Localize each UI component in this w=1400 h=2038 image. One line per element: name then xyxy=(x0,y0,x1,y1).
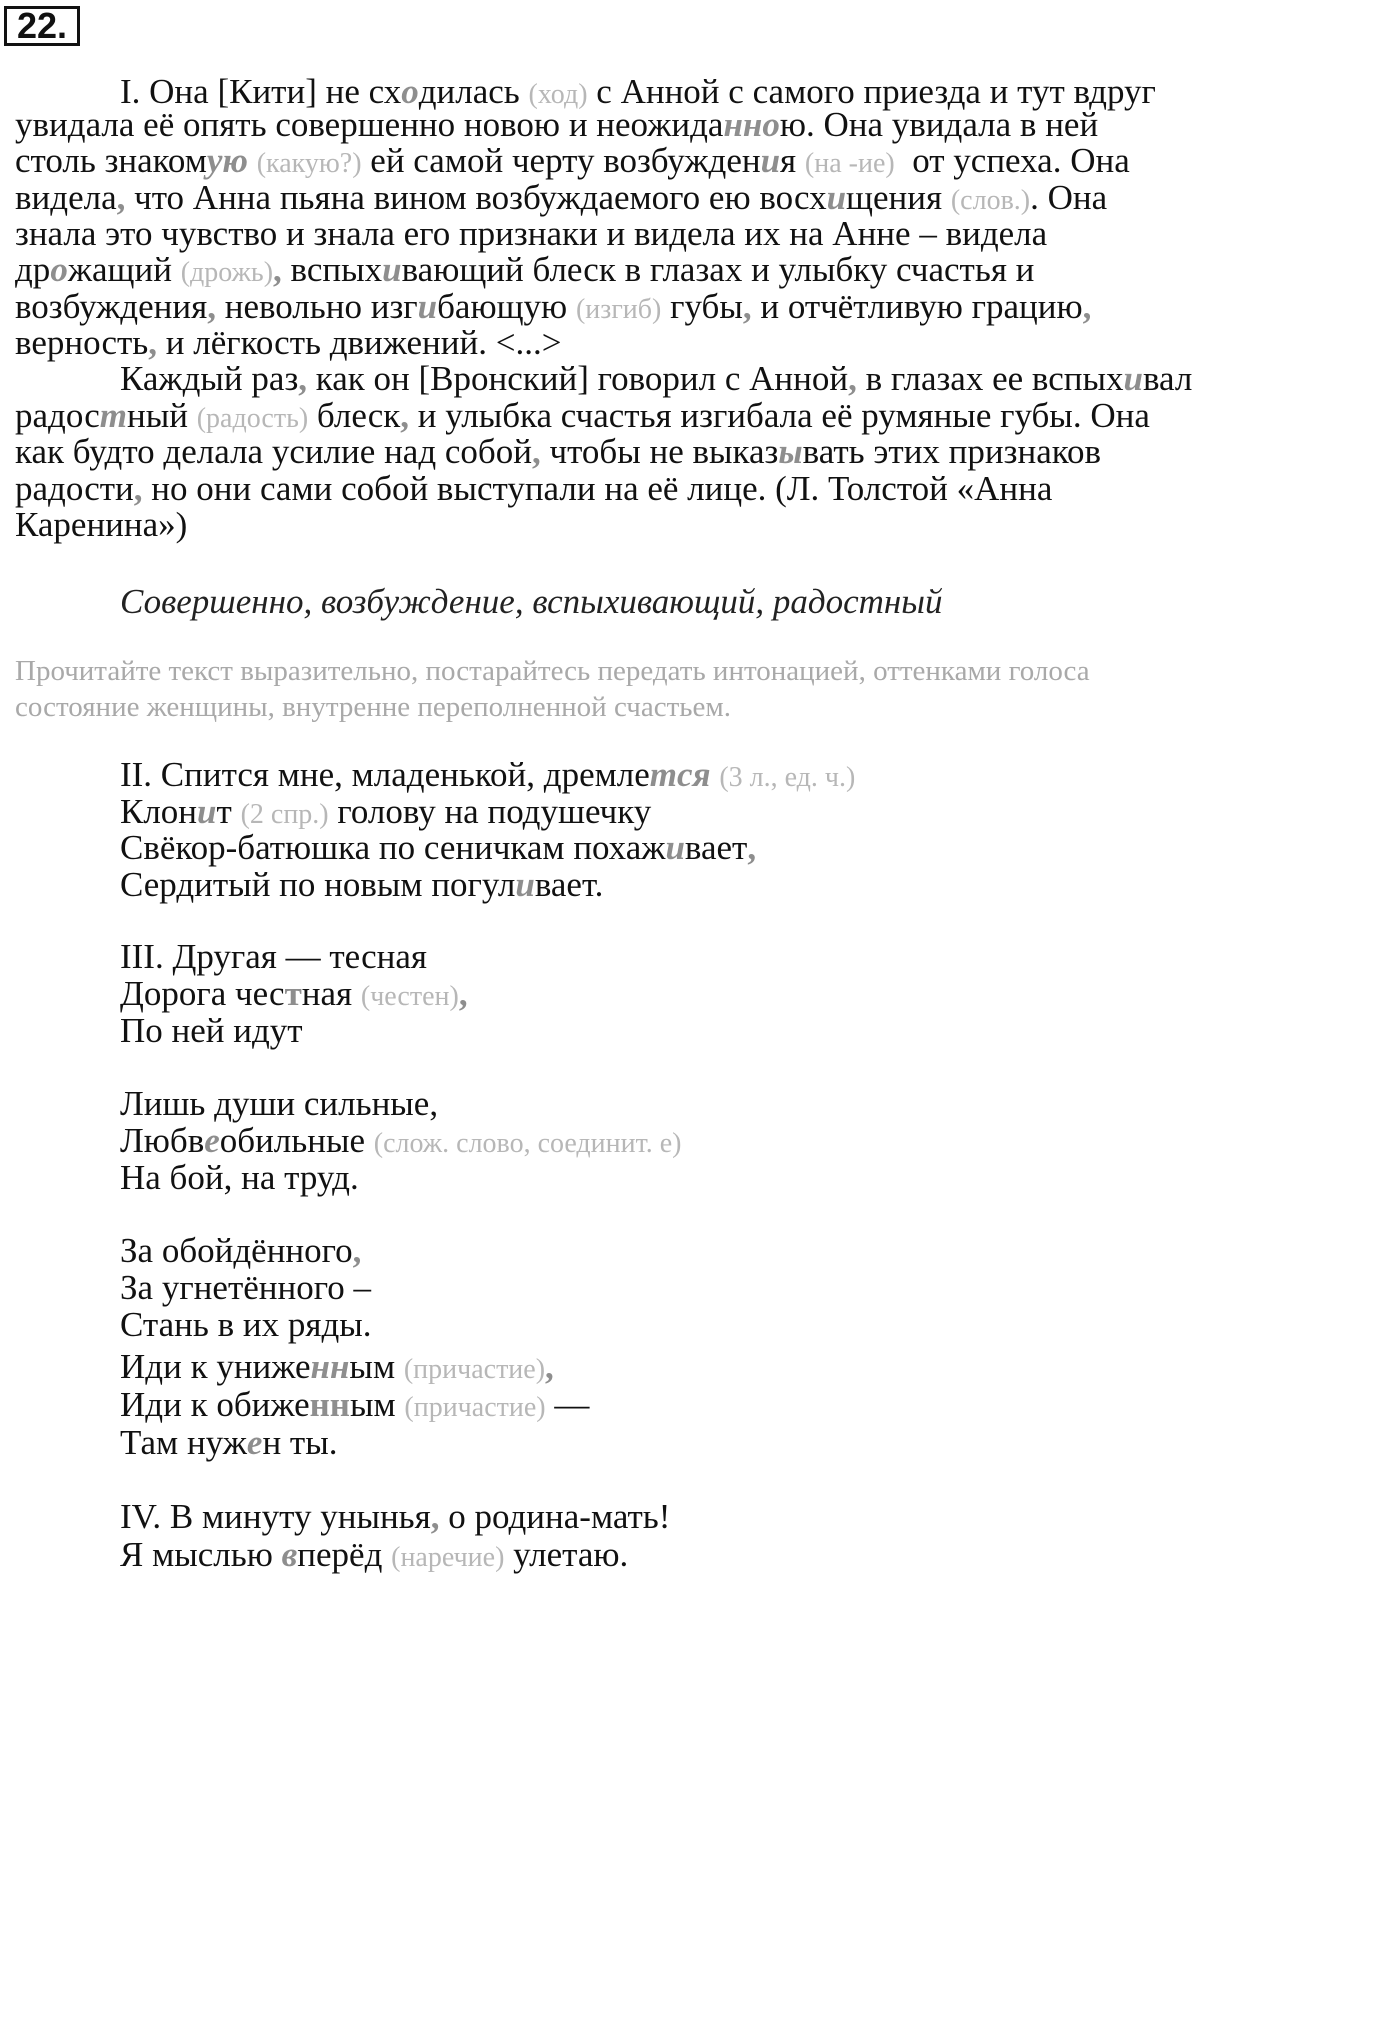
text-run: ей самой черту возбужден xyxy=(361,141,761,180)
highlighted-letter: ы xyxy=(778,432,803,471)
text-run: видела xyxy=(15,178,117,217)
hint-note: (дрожь) xyxy=(180,257,274,288)
poem-line xyxy=(120,1535,628,1578)
text-run: жащий xyxy=(67,250,181,289)
highlighted-letter: , xyxy=(133,469,143,508)
text-line xyxy=(15,505,187,545)
highlighted-letter: , xyxy=(116,178,126,217)
text-run: я xyxy=(780,141,805,180)
exercise-number: 22. xyxy=(4,6,80,46)
text-run: Дорога чес xyxy=(120,974,285,1013)
text-run: блеск xyxy=(308,396,401,435)
text-run: щения xyxy=(846,178,951,217)
text-line xyxy=(15,432,1101,472)
highlighted-letter: и xyxy=(197,792,217,831)
poem-line xyxy=(120,1268,371,1308)
text-run: что Анна пьяна вином возбуждаемого ею восх xyxy=(125,178,827,217)
highlighted-letter: , xyxy=(352,1231,362,1270)
highlighted-letter: т xyxy=(284,974,302,1013)
highlighted-letter: , xyxy=(458,974,468,1013)
text-run: ный xyxy=(126,396,197,435)
hint-note: (наречие) xyxy=(391,1542,505,1573)
highlighted-letter: нн xyxy=(310,1347,350,1386)
text-run: с Анной с самого приезда и тут вдруг xyxy=(587,72,1156,111)
text-run: Лишь души сильные, xyxy=(120,1084,439,1123)
text-run: . Она xyxy=(1030,178,1108,217)
text-run: — xyxy=(545,1385,590,1424)
highlighted-letter: , xyxy=(747,828,757,867)
text-run: По ней идут xyxy=(120,1011,303,1050)
text-run: и лёгкость движений. <...> xyxy=(157,323,562,362)
poem-line xyxy=(120,865,603,905)
text-run: невольно изг xyxy=(215,287,418,326)
hint-note: (причастие) xyxy=(403,1354,546,1385)
poem-line xyxy=(120,1347,554,1390)
text-run: улетаю. xyxy=(504,1535,629,1574)
text-run: как будто делала усилие над собой xyxy=(15,432,532,471)
text-run: ная xyxy=(301,974,361,1013)
text-run: II. Спится мне, младенькой, дремле xyxy=(120,755,650,794)
hint-note: (изгиб) xyxy=(575,294,662,325)
text-run: I. Она [Кити] не сх xyxy=(120,72,402,111)
poem-line xyxy=(120,1497,670,1537)
text-run: в глазах ее вспых xyxy=(856,359,1124,398)
text-run: Я мыслью xyxy=(120,1535,282,1574)
highlighted-letter: в xyxy=(281,1535,298,1574)
text-run: возбуждения xyxy=(15,287,208,326)
highlighted-letter: , xyxy=(400,396,410,435)
highlighted-letter: о xyxy=(401,72,419,111)
text-run: вспых xyxy=(281,250,383,289)
text-run: вающий блеск в глазах и улыбку счастья и xyxy=(401,250,1035,289)
highlighted-letter: и xyxy=(417,287,438,326)
text-run: Свёкор-батюшка по сеничкам похаж xyxy=(120,828,666,867)
highlighted-letter: и xyxy=(382,250,402,289)
text-run: др xyxy=(15,250,51,289)
highlighted-letter: , xyxy=(273,250,282,289)
text-run: бающую xyxy=(437,287,576,326)
text-run: и улыбка счастья изгибала её румяные губы. Она xyxy=(409,396,1150,435)
text-run: радости xyxy=(15,469,134,508)
text-run: как он [Вронский] говорил с Анной xyxy=(307,359,849,398)
highlighted-letter: и xyxy=(760,141,781,180)
highlighted-letter: и xyxy=(515,865,535,904)
text-run: дилась xyxy=(418,72,529,111)
hint-note: (ход) xyxy=(528,79,588,110)
text-run: За обойдённого xyxy=(120,1231,353,1270)
highlighted-letter: , xyxy=(207,287,216,326)
text-run: обильные xyxy=(219,1121,374,1160)
hint-note: (слож. слово, соединит. е) xyxy=(373,1128,682,1159)
text-run: вать этих признаков xyxy=(802,432,1101,471)
text-run: верность xyxy=(15,323,149,362)
poem-line xyxy=(120,828,756,868)
text-run: т xyxy=(216,792,241,831)
text-run: Сердитый по новым погул xyxy=(120,865,516,904)
highlighted-letter: ую xyxy=(206,141,248,180)
text-run: вает. xyxy=(534,865,604,904)
highlighted-letter: т xyxy=(99,396,127,435)
hint-note: (радость) xyxy=(196,403,309,434)
highlighted-letter: тся xyxy=(649,755,711,794)
hint-note: (слов.) xyxy=(950,185,1031,216)
text-run: знала это чувство и знала его признаки и видела их на Анне – видела xyxy=(15,214,1048,253)
task-line-2: состояние женщины, внутренне переполненной счастьем. xyxy=(15,691,731,723)
poem-line xyxy=(120,1385,589,1428)
text-run: Иди к обиже xyxy=(120,1385,310,1424)
text-run: губы xyxy=(661,287,743,326)
text-run: вает xyxy=(684,828,748,867)
text-run: Каренина») xyxy=(15,505,188,544)
hint-note: (на -ие) xyxy=(804,148,895,179)
text-run: ю. Она увидала в ней xyxy=(779,105,1099,144)
poem-line xyxy=(120,937,427,977)
text-run: о родина-мать! xyxy=(439,1497,671,1536)
highlighted-letter: и xyxy=(1123,359,1143,398)
highlighted-letter: нн xyxy=(309,1385,350,1424)
text-run: ым xyxy=(349,1385,405,1424)
key-words: Совершенно, возбуждение, вспыхивающий, радостный xyxy=(120,582,943,621)
task-line-1: Прочитайте текст выразительно, постарайтесь передать интонацией, оттенками голоса xyxy=(15,655,1090,687)
text-run: от успеха. Она xyxy=(894,141,1130,180)
highlighted-letter: е xyxy=(204,1121,220,1160)
poem-line xyxy=(120,1231,361,1271)
text-run: На бой, на труд. xyxy=(120,1158,359,1197)
text-run: чтобы не выказ xyxy=(540,432,779,471)
text-run: и отчётливую грацию xyxy=(751,287,1083,326)
highlighted-letter: , xyxy=(531,432,541,471)
highlighted-letter: , xyxy=(742,287,752,326)
text-run: столь знаком xyxy=(15,141,207,180)
text-run: но они сами собой выступали на её лице. (Л. Толстой «Анна xyxy=(142,469,1053,508)
poem-line xyxy=(120,1011,303,1051)
text-line xyxy=(15,214,1047,254)
hint-note: (какую?) xyxy=(256,148,362,179)
poem-line xyxy=(120,1084,438,1124)
text-run: Любв xyxy=(120,1121,205,1160)
hint-note: (причастие) xyxy=(404,1392,546,1423)
hint-note: (2 спр.) xyxy=(240,799,329,830)
text-run xyxy=(248,141,257,180)
text-run: н ты. xyxy=(262,1423,338,1462)
highlighted-letter: и xyxy=(826,178,847,217)
text-run: Клон xyxy=(120,792,198,831)
highlighted-letter: , xyxy=(1082,287,1092,326)
text-run: III. Другая — тесная xyxy=(120,937,427,976)
highlighted-letter: и xyxy=(665,828,685,867)
text-run: вал xyxy=(1142,359,1193,398)
text-run: ым xyxy=(349,1347,404,1386)
poem-line xyxy=(120,1423,338,1463)
text-line xyxy=(15,323,561,363)
hint-note: (3 л., ед. ч.) xyxy=(719,762,856,793)
text-line xyxy=(120,359,1192,399)
poem-line xyxy=(120,1305,372,1345)
text-line xyxy=(15,105,1098,145)
text-run: радос xyxy=(15,396,100,435)
highlighted-letter: , xyxy=(430,1497,440,1536)
poem-line xyxy=(120,1158,359,1198)
text-line xyxy=(15,469,1052,509)
text-run: голову на подушечку xyxy=(328,792,652,831)
text-run: перёд xyxy=(297,1535,392,1574)
text-run: Каждый раз xyxy=(120,359,299,398)
highlighted-letter: , xyxy=(848,359,857,398)
highlighted-letter: о xyxy=(50,250,68,289)
text-run: Иди к униже xyxy=(120,1347,311,1386)
text-run: За угнетённого – xyxy=(120,1268,371,1307)
highlighted-letter: , xyxy=(148,323,157,362)
text-run: Стань в их ряды. xyxy=(120,1305,372,1344)
text-run: Там нуж xyxy=(120,1423,247,1462)
text-run: IV. В минуту унынья xyxy=(120,1497,431,1536)
hint-note: (честен) xyxy=(360,981,459,1012)
highlighted-letter: нно xyxy=(723,105,780,144)
highlighted-letter: е xyxy=(246,1423,263,1462)
text-run: увидала её опять совершенно новою и неожида xyxy=(15,105,724,144)
highlighted-letter: , xyxy=(545,1347,554,1386)
highlighted-letter: , xyxy=(298,359,308,398)
